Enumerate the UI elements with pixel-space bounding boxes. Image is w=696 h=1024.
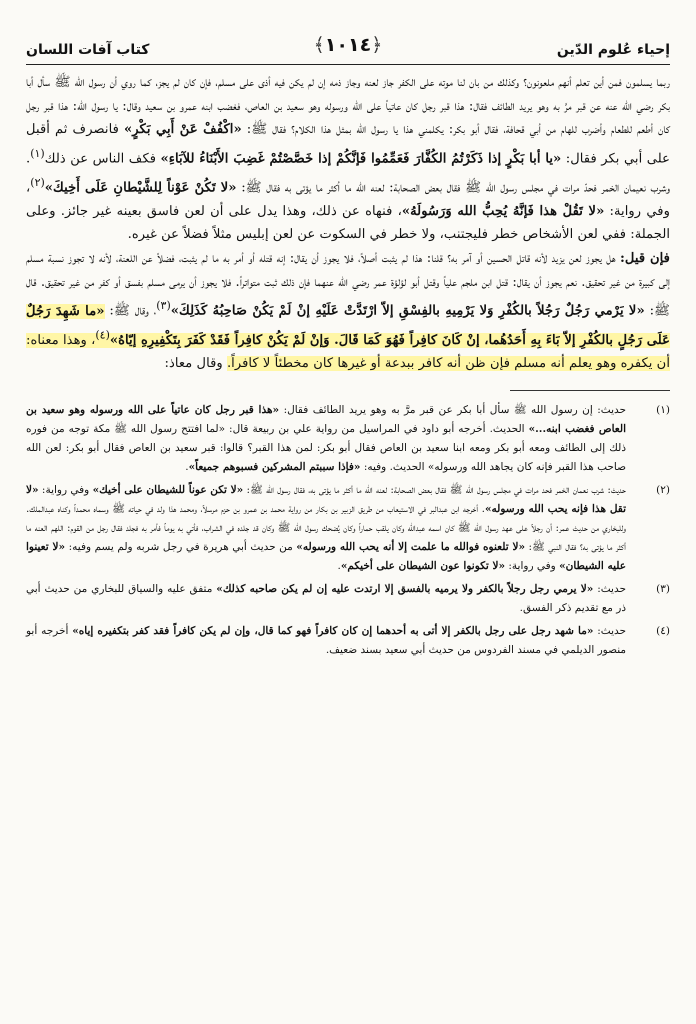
text-run: أخرجه أبو منصور الديلمي في مسند الفردوس من حديث أبي سعيد بسند ضعيف. xyxy=(26,624,626,656)
footnote-ref: (٣) xyxy=(156,299,171,313)
text-run: . xyxy=(185,460,189,473)
hadith-quote: «لا تعينوا عليه الشيطان» xyxy=(26,540,626,572)
footnote-number: (١) xyxy=(656,403,670,416)
footnote-2 xyxy=(26,481,670,576)
text-run: ربما يسلمون فمن أين تعلم أنهم ملعونون؟ وكذلك من بان لنا موته على الكفر جاز لعنه وجاز ذمه إن لم يكن فيه أذى على مسلم، فإن كان لم يجز، كما روي أن رسول الله ﷺ سأل أبا بكر رضي الله عنه عن قبر مرَّ به وهو يريد الطائف فقال: هذا قبر رجل كان عاتياً على الله ورسوله وهو سعيد بن العاص، فغضب ابنه عمرو بن سعيد وقال: يا رسول الله: هذا قبر رجل كان أطعم للطعام وأضرب للهام من أبي قحافة، فقال أبو بكر: يكلمني هذا يا رسول الله بمثل هذا الكلام؟ فقال ﷺ: xyxy=(26,75,670,138)
footnote-ref: (٤) xyxy=(95,328,110,342)
text-run: وفي رواية: xyxy=(41,483,93,496)
text-run: . وشرب نعيمان الخمر فحدّ مرات في مجلس رسول الله ﷺ فقال بعض الصحابة: لعنه الله ما أكثر ما يؤتى به فقال ﷺ: xyxy=(26,151,670,196)
text-run: حديث: xyxy=(597,624,627,637)
paragraph-1 xyxy=(26,71,670,247)
hadith-quote: «ما شهد رجل على رجل بالكفر إلا أتى به أحدهما إن كان كافراً فهو كما قال، وإن لم يكن كافراً فقد كفر بتكفيره إياه» xyxy=(72,624,594,637)
hadith-quote: «لا تقل هذا فإنه يحب الله ورسوله» xyxy=(26,483,627,515)
main-text xyxy=(26,71,670,376)
hadith-quote: «يا أبا بَكْرٍ إذا ذَكَرْتُمُ الكُفَّارَ فَعَمِّمُوا فَإنَّكُمْ إذا خَصَّصْتُمْ غَضِبَ الأَبْنَاءُ للآبَاءِ» xyxy=(160,151,562,167)
text-run: وفي رواية: xyxy=(508,559,560,572)
footnote-separator xyxy=(510,390,670,391)
footnote-ref: (١) xyxy=(30,146,45,160)
text-run: ، وفي رواية: xyxy=(26,180,670,219)
objection-lead: فإن قيل: xyxy=(620,250,670,266)
text-run: متفق عليه والسياق للبخاري من حديث أبي ذر مع تقديم ذكر الفسق. xyxy=(26,582,626,614)
text-run: حديث: إن رسول الله ﷺ سأل أبا بكر عن قبر مرَّ به وهو يريد الطائف فقال: xyxy=(283,403,626,416)
hadith-quote: «لا تَكُنْ عَوْناً لِلشَّيْطانِ عَلَى أَخِيكَ» xyxy=(44,180,237,196)
text-run: حديث: شرب نعمان الخمر فحد مرات في مجلس رسول الله ﷺ فقال بعض الصحابة: لعنه الله ما أكثر ما يؤتى به، فقال رسول الله ﷺ: xyxy=(246,483,626,496)
hadith-quote: «ما شَهِدَ رَجُلٌ عَلَى رَجُلٍ بالكُفْرِ إلاّ بَاءَ بِهِ أَحَدُهُما، إنْ كَانَ كافِراً فَهُوَ كَمَا قَالَ. وَإنْ لَمْ يَكُنْ كافِراً فَقَدْ كَفَرَ بِتَكْفِيرِهِ إيّاهُ» xyxy=(26,303,670,348)
paragraph-2 xyxy=(26,247,670,376)
text-run: . أخرجه ابن عبدالبر في الاستيعاب من طريق الزبير بن بكار من رواية محمد بن عمرو بن حزم مرسلاً، ومحمد هذا ولد في حياته ﷺ وسماه محمداً وكناه عبدالملك. وللبخاري من حديث عمر: أن رجلاً على عهد رسول الله ﷺ كان اسمه عبدالله وكان يلقب حماراً وكان يُضحك رسول الله ﷺ وكان قد جلده في الشراب، فأتي به يوماً فأمر به فجلد فقال رجل من القوم: اللهم العنه ما أكثر ما يؤتى به؟ فقال النبي ﷺ: xyxy=(26,502,626,553)
text-run: الحديث. أخرجه أبو داود في المراسيل من رواية علي بن ربيعة قال: «لما افتتح رسول الله ﷺ مكة توجه من فوره ذلك إلى الطائف ومعه أبو بكر ومعه ابنا سعيد بن العاص فقال أبو بكر: لمن هذا القبر؟ قالوا: قبر سعيد بن العاص فقال أبو بكر: لعن الله صاحب هذا القبر فإنه كان يجاهد الله ورسوله» الحديث. وفيه: xyxy=(26,422,626,473)
hadith-quote: «اكْفُفْ عَنْ أَبِي بَكْرٍ» xyxy=(124,122,242,138)
hadith-quote: «لا تكن عوناً للشيطان على أخيك» xyxy=(92,483,244,496)
text-run: ، فنهاه عن ذلك، وهذا يدل على أن لعن فاسق بعينه غير جائز. وعلى الجملة: ففي لعن الأشخاص خطر فليجتنب، ولا خطر في السكوت عن لعن إبليس مثلاً فضلاً عن غيره. xyxy=(26,203,670,243)
text-run: فانصرف ثم أقبل على أبي بكر فقال: xyxy=(26,122,670,167)
footnote-4 xyxy=(26,622,670,660)
text-run: من حديث أبي هريرة في رجل شربه ولم يسم وفيه: xyxy=(68,540,297,553)
text-run: وقال معاذ: xyxy=(164,356,227,372)
footnote-3 xyxy=(26,580,670,618)
hadith-quote: «لا تكونوا عون الشيطان على أخيكم» xyxy=(340,559,506,572)
text-run: . xyxy=(337,559,341,572)
hadith-quote: «لا يرمي رجل رجلاً بالكفر ولا يرميه بالفسق إلا ارتدت عليه إن لم يكن صاحبه كذلك» xyxy=(216,582,594,595)
footnote-1 xyxy=(26,401,670,477)
text-run: ، وهذا معناه: أن يكفره وهو يعلم أنه مسلم فإن ظن أنه كافر ببدعة أو غيرها كان مخطئاً لا كافراً. xyxy=(26,332,670,372)
text-run: فكف الناس عن ذلك xyxy=(44,151,157,167)
page-number xyxy=(314,34,383,56)
hadith-quote: «لا يَرْمي رَجُلٌ رَجُلاً بالكُفْرِ وَلا يَرْمِيهِ بالفِسْقِ إلاّ ارْتَدَّتْ عَلَيْهِ إنْ لَمْ يَكُنْ صَاحِبُهُ كَذَلِكَ» xyxy=(170,303,645,319)
footnote-number: (٢) xyxy=(656,483,670,496)
hadith-quote: «لا تلعنوه فوالله ما علمت إلا أنه يحب الله ورسوله» xyxy=(296,540,526,553)
page-number-ornament-right: ﴿ xyxy=(371,34,383,56)
book-title: إحياء عُلوم الدّين xyxy=(556,42,670,58)
hadith-quote: «فإذا سببتم المشركين فسبوهم جميعاً» xyxy=(188,460,361,473)
text-run: هل يجوز لعن يزيد لأنه قاتل الحسين أو آمر به؟ قلنا: هذا لم يثبت أصلاً، فلا يجوز أن يقال: إنه قتله أو أمر به ما لم يثبت، فضلاً عن اللعنة، لأنه لا تجوز نسبة مسلم إلى كبيرة من غير تحقيق. نعم يجوز أن يقال: قتل ابن ملجم علياً وقتل أبو لؤلؤة عمر رضي الله عنهما فإن ذلك ثبت متواتراً. فلا يجوز أن يرمى مسلم بفسق أو كفر من غير تحقيق. قال ﷺ: xyxy=(26,250,670,319)
footnote-number: (٤) xyxy=(656,624,670,637)
text-run: حديث: xyxy=(597,582,626,595)
hadith-quote: «لا تَقُلْ هذا فَإنَّهُ يُحِبُّ الله وَرَسُولَهُ» xyxy=(401,203,605,219)
text-run: ، وقال ﷺ: xyxy=(109,303,157,319)
page-header xyxy=(26,30,670,65)
footnote-number: (٣) xyxy=(656,582,670,595)
hadith-quote: «هذا قبر رجل كان عاتياً على الله ورسوله وهو سعيد بن العاص فغضب ابنه...» xyxy=(26,403,626,435)
page-number-ornament-left: ﴾ xyxy=(313,34,325,56)
footnote-ref: (٢) xyxy=(30,175,45,189)
chapter-title: كتاب آفات اللسان xyxy=(26,42,150,58)
page-number-value: ١٠١٤ xyxy=(324,34,372,56)
